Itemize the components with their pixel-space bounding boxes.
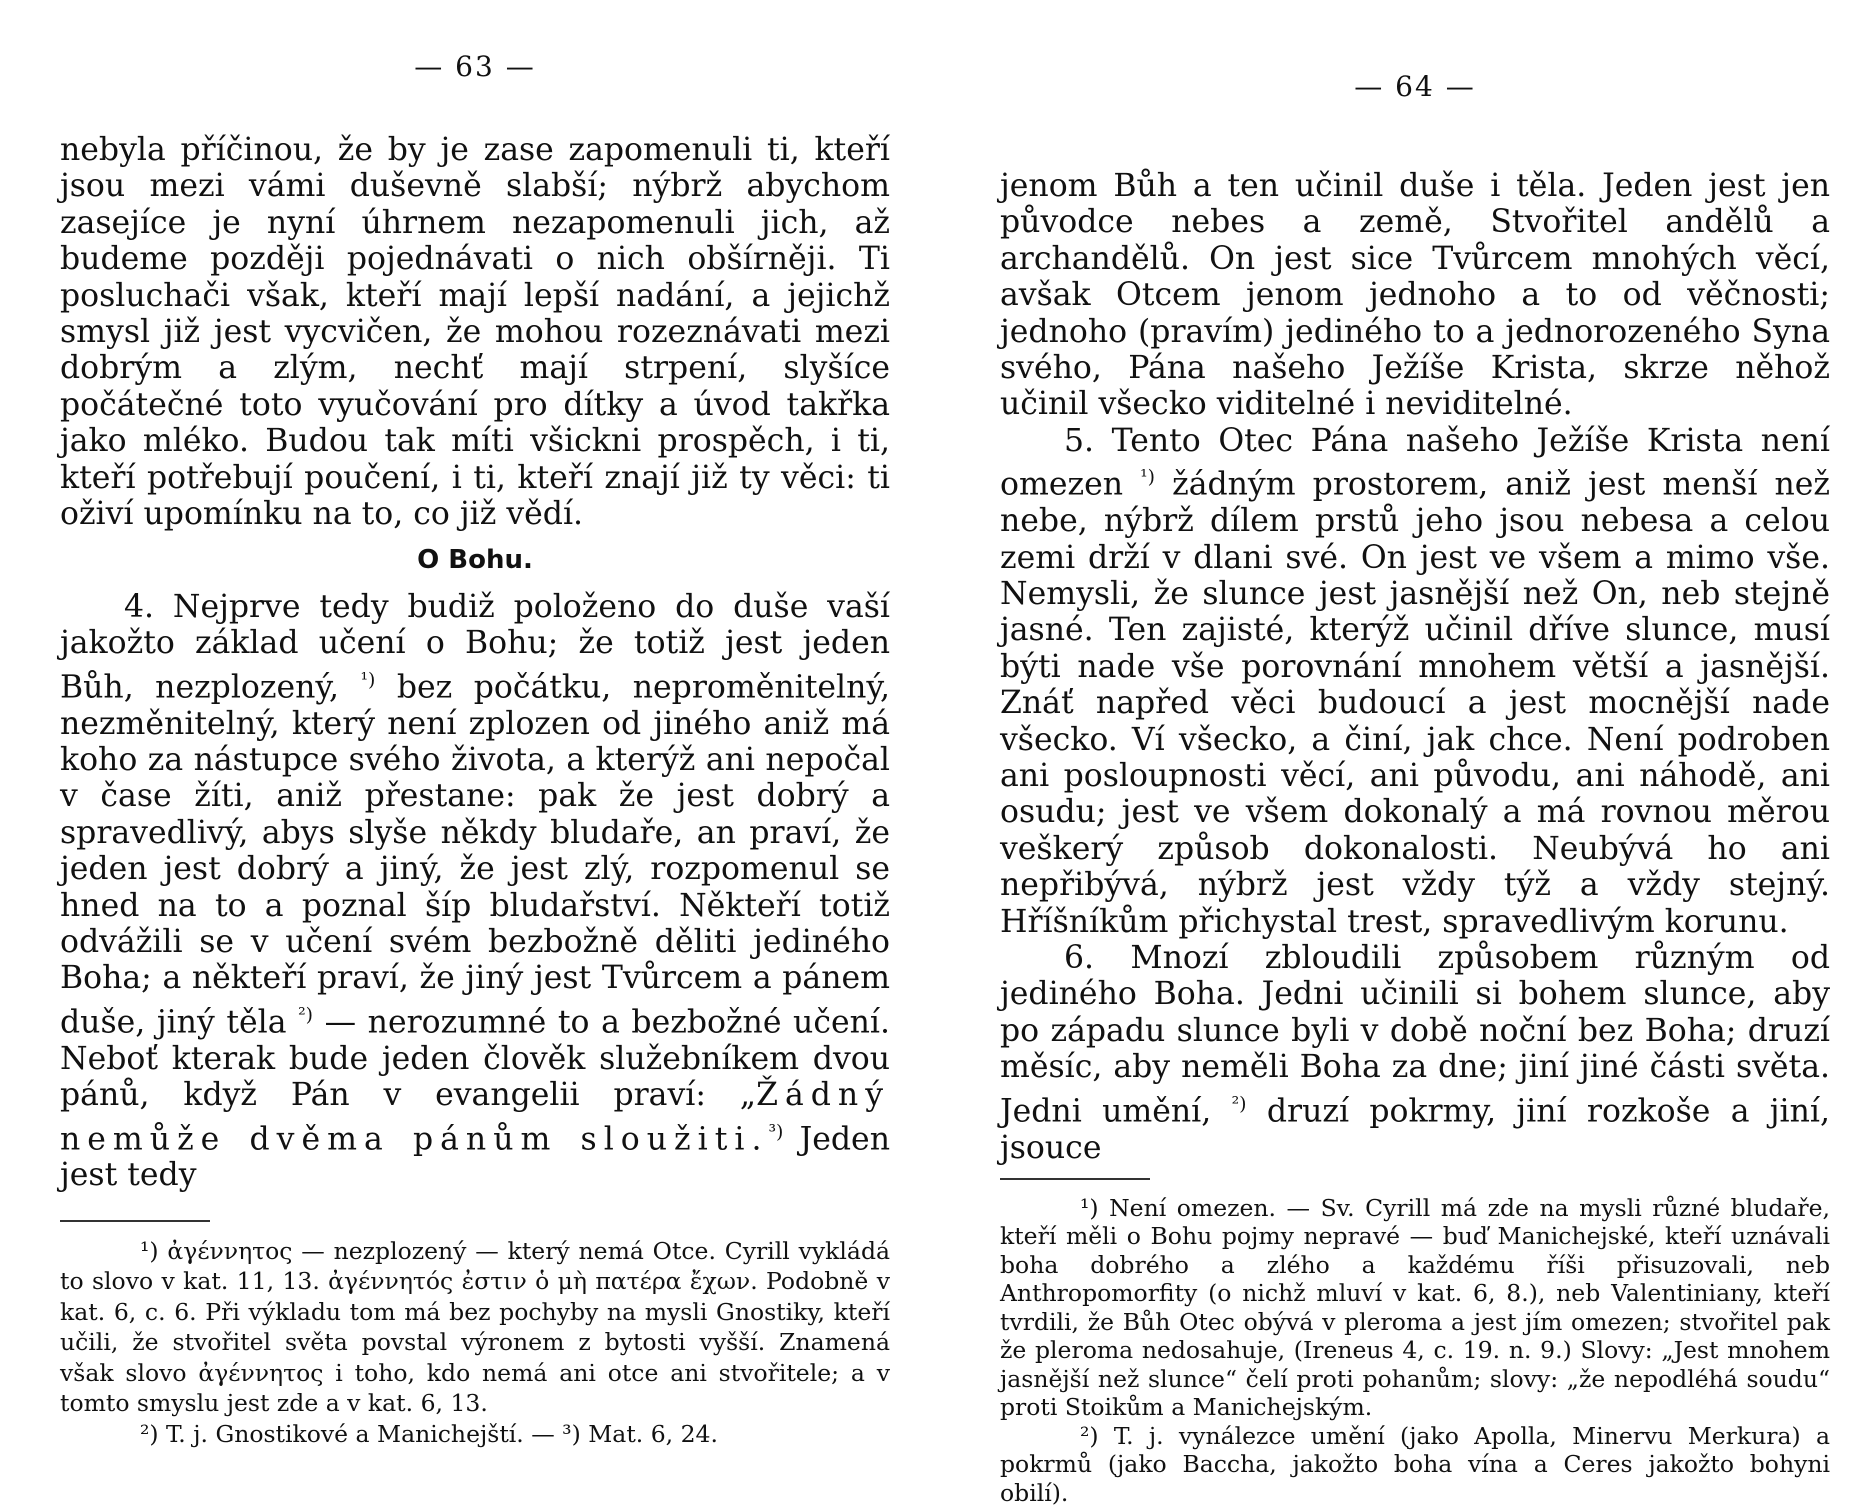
paragraph-text: 4. Nejprve tedy budiž položeno do duše vaší jakožto základ učení o Bohu; že totiž jest jeden Bůh, nezplozený, <box>60 588 890 706</box>
paragraph-5 <box>1000 423 1830 940</box>
footnote: ¹) ἀγέννητος — nezplozený — který nemá Otce. Cyrill vykládá to slovo v kat. 11, 13. ἀγέννητός ἐστιν ὁ μὴ πατέρα ἔχων. Podobně v kat. 6, c. 6. Při výkladu tom má bez pochyby na mysli Gnostiky, kteří učili, že stvořitel světa povstal výronem z bytosti vyšší. Znamená však slovo ἀγέννητος i toho, kdo nemá ani otce ani stvořitele; a v tomto smyslu jest zde a v kat. 6, 13. <box>60 1236 890 1418</box>
right-page <box>1000 0 1831 1507</box>
paragraph-text: 5. Tento Otec Pána našeho Ježíše Krista není omezen <box>1000 422 1830 503</box>
footnote-ref: ¹) <box>1140 466 1156 489</box>
paragraph-text: druzí pokrmy, jiní rozkoše a jiní, jsouce <box>1000 1093 1831 1166</box>
footnote: ²) T. j. vynálezce umění (jako Apolla, Minervu Merkura) a pokrmů (jako Baccha, jakožto boha vína a Ceres jakožto bohyni obilí). <box>1000 1421 1830 1507</box>
page-number: — 64 — <box>1354 70 1476 103</box>
footnote-rule <box>1000 1178 1150 1180</box>
paragraph-text: — nerozumné to a bezbožné učení. Neboť kterak bude jeden člověk služebníkem dvou pánů, když Pán v evangelii praví: „ <box>60 1004 890 1114</box>
footnote-rule <box>60 1220 210 1222</box>
footnotes <box>60 1236 890 1450</box>
paragraph-text: žádným prostorem, aniž jest menší než nebe, nýbrž dílem prstů jeho jsou nebesa a celou zemi drží v dlani své. On jest ve všem a mimo vše. Nemysli, že slunce jest jasnější než On, neb stejně jasné. Ten zajisté, kterýž učinil dříve slunce, musí býti nade vše porovnání mnohem větší a jasnější. Znáť napřed věci budoucí a jest mocnější nade všecko. Ví všecko, a činí, jak chce. Není podroben ani posloupnosti věcí, ani původu, ani náhodě, ani osudu; jest ve všem dokonalý a má rovnou měrou veškerý způsob dokonalosti. Neubývá ho ani nepřibývá, nýbrž jest vždy týž a vždy stejný. Hříšníkům přichystal trest, spravedlivým korunu. <box>1000 466 1830 940</box>
scripture-quote: Žádný nemůže dvěma pánům sloužiti. <box>60 1077 890 1158</box>
section-heading: O Bohu. <box>417 545 533 576</box>
footnotes <box>1000 1194 1830 1507</box>
paragraph-text: bez počátku, neproměnitelný, nezměnitelný, který není zplozen od jiného aniž má koho za nástupce svého života, a kterýž ani nepočal v čase žíti, aniž přestane: pak že jest dobrý a spravedlivý, abys slyše někdy bludaře, an praví, že jeden jest dobrý a jiný, že jest zlý, rozpomenul se hned na to a poznal šíp bludařství. Někteří totiž odvážili se v učení svém bezbožně děliti jediného Boha; a někteří praví, že jiný jest Tvůrcem a pánem duše, jiný těla <box>60 669 891 1041</box>
paragraph: jenom Bůh a ten učinil duše i těla. Jeden jest jen původce nebes a země, Stvořitel andělů a archandělů. On jest sice Tvůrcem mnohých věcí, avšak Otcem jenom jednoho a to od věčnosti; jednoho (pravím) jediného to a jednorozeného Syna svého, Pána našeho Ježíše Krista, skrze něhož učinil všecko viditelné i neviditelné. <box>1000 168 1830 423</box>
paragraph-text: Jeden jest tedy <box>60 1121 890 1194</box>
body-text <box>60 132 890 1194</box>
paragraph-text: 6. Mnozí zbloudili způsobem různým od jediného Boha. Jedni učinili si bohem slunce, aby po západu slunce byli v době noční bez Boha; druzí měsíc, aby neměli Boha za dne; jiní jiné části světa. Jedni umění, <box>1000 940 1830 1130</box>
footnote-ref: ²) <box>1231 1092 1247 1115</box>
footnote-ref: ¹) <box>360 668 376 691</box>
footnote-ref: ³) <box>768 1120 784 1143</box>
footnote: ¹) Není omezen. — Sv. Cyrill má zde na mysli různé bludaře, kteří měli o Bohu pojmy nepravé — buď Manichejské, kteří uznávali boha dobrého a zlého a každému říši přisuzovali, neb Anthropomorfity (o nichž mluví v kat. 6, 8.), neb Valentiniany, kteří tvrdili, že Bůh Otec obývá v pleroma a jest jím omezen; stvořitel pak že pleroma nedosahuje, (Ireneus 4, c. 19. n. 9.) Slovy: „Jest mnohem jasnější než slunce“ čelí proti pohanům; slovy: „že nepodléhá soudu“ proti Stoikům a Manichejským. <box>1000 1193 1830 1422</box>
paragraph-6 <box>1000 940 1830 1166</box>
footnote-ref: ²) <box>298 1003 314 1026</box>
paragraph-4 <box>60 589 890 1194</box>
body-text <box>1000 168 1830 1166</box>
paragraph: nebyla příčinou, že by je zase zapomenuli ti, kteří jsou mezi vámi duševně slabší; nýbrž abychom zasejíce je nyní úhrnem nezapomenuli jich, až budeme později pojednávati o nich obšírněji. Ti posluchači však, kteří mají lepší nadání, a jejichž smysl již jest vycvičen, že mohou rozeznávati mezi dobrým a zlým, nechť mají strpení, slyšíce počátečné toto vyučování pro dítky a úvod takřka jako mléko. Budou tak míti všickni prospěch, i ti, kteří potřebují poučení, i ti, kteří znají již ty věci: ti oživí upomínku na to, co již vědí. <box>60 132 890 533</box>
page-number: — 63 — <box>414 50 536 83</box>
left-page <box>60 0 890 1500</box>
footnote: ²) T. j. Gnostikové a Manichejští. — ³) Mat. 6, 24. <box>140 1419 718 1448</box>
